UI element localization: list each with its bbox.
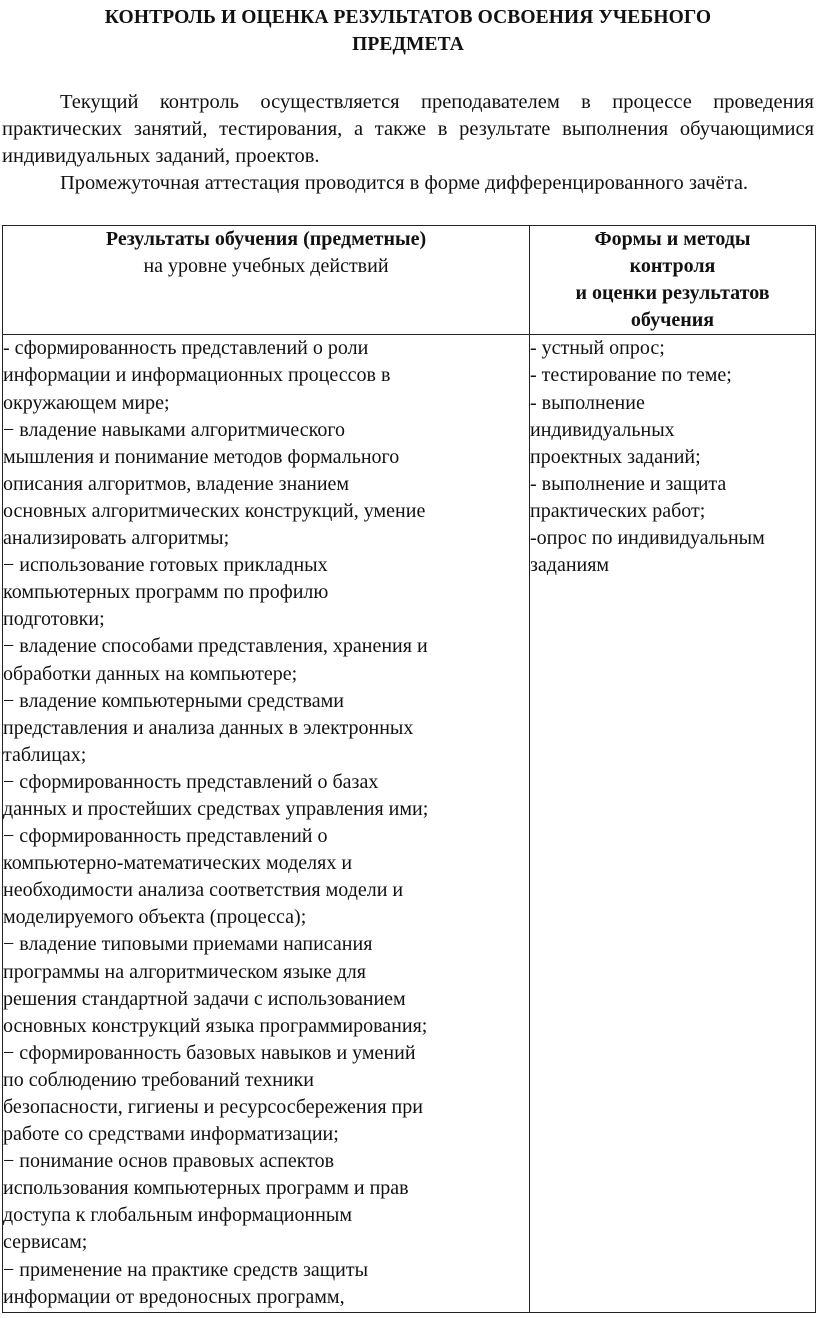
learning-result-line: − владение компьютерными средствами	[3, 689, 344, 712]
learning-result-line: − использование готовых прикладных	[3, 554, 328, 577]
control-method-line: индивидуальных	[530, 418, 675, 441]
learning-result-line: информации и информационных процессов в	[3, 364, 391, 387]
learning-result-line: − применение на практике средств защиты	[3, 1258, 369, 1281]
learning-result-line: работе со средствами информатизации;	[3, 1123, 339, 1146]
control-methods-cell	[530, 335, 816, 1313]
learning-result-line: − сформированность представлений о базах	[3, 770, 379, 793]
learning-result-line: по соблюдению требований техники	[3, 1068, 314, 1091]
control-method-line: - выполнение и защита	[530, 472, 727, 495]
learning-result-line: − понимание основ правовых аспектов	[3, 1150, 335, 1173]
header-control-methods-line: контроля	[629, 255, 716, 278]
header-learning-results-subtitle: на уровне учебных действий	[143, 255, 389, 278]
control-method-line: проектных заданий;	[530, 445, 701, 468]
learning-result-line: программы на алгоритмическом языке для	[3, 960, 366, 983]
learning-result-line: сервисам;	[3, 1231, 88, 1254]
learning-result-line: основных алгоритмических конструкций, умение	[3, 499, 426, 522]
header-control-methods-line: обучения	[630, 309, 715, 332]
learning-result-line: компьютерно-математических моделях и	[3, 852, 353, 875]
learning-result-line: доступа к глобальным информационным	[3, 1204, 352, 1227]
learning-result-line: таблицах;	[3, 743, 87, 766]
table-body-row	[3, 335, 816, 1313]
learning-result-line: − сформированность базовых навыков и умений	[3, 1041, 416, 1064]
control-method-line: -опрос по индивидуальным	[530, 527, 765, 550]
header-control-methods-line: Формы и методы	[594, 228, 751, 250]
document-title	[0, 4, 816, 58]
learning-result-line: - сформированность представлений о роли	[3, 337, 369, 360]
learning-result-line: окружающем мире;	[3, 391, 170, 414]
control-method-line: - устный опрос;	[530, 337, 665, 360]
learning-result-line: основных конструкций языка программирования;	[3, 1014, 428, 1037]
learning-results-list	[3, 335, 529, 1310]
learning-result-line: компьютерных программ по профилю	[3, 581, 329, 604]
learning-result-line: использования компьютерных программ и прав	[3, 1177, 409, 1200]
learning-result-line: подготовки;	[3, 608, 105, 631]
learning-result-line: − владение способами представления, хранения и	[3, 635, 428, 658]
learning-result-line: безопасности, гигиены и ресурсосбережения при	[3, 1096, 423, 1118]
learning-result-line: − владение навыками алгоритмического	[3, 418, 346, 441]
control-methods-list	[530, 335, 815, 579]
results-table	[2, 225, 816, 1313]
learning-result-line: − сформированность представлений о	[3, 825, 328, 848]
title-line-2: ПРЕДМЕТА	[352, 34, 464, 55]
header-control-methods-line: и оценки результатов	[575, 282, 770, 305]
learning-result-line: представления и анализа данных в электронных	[3, 716, 414, 739]
table-header-row	[3, 226, 816, 335]
control-method-line: - выполнение	[530, 391, 645, 414]
learning-result-line: анализировать алгоритмы;	[3, 527, 230, 550]
learning-results-cell	[3, 335, 530, 1313]
learning-result-line: мышления и понимание методов формального	[3, 445, 400, 468]
header-learning-results	[3, 226, 530, 335]
title-line-1: КОНТРОЛЬ И ОЦЕНКА РЕЗУЛЬТАТОВ ОСВОЕНИЯ УЧЕБНОГО	[104, 7, 712, 28]
header-learning-results-title: Результаты обучения (предметные)	[105, 228, 427, 250]
learning-result-line: обработки данных на компьютере;	[3, 662, 298, 685]
learning-result-line: необходимости анализа соответствия модели и	[3, 879, 404, 902]
header-control-methods	[530, 226, 816, 335]
paragraph-intermediate-attestation: Промежуточная аттестация проводится в форме дифференцированного зачёта.	[60, 172, 749, 194]
learning-result-line: описания алгоритмов, владение знанием	[3, 472, 350, 495]
learning-result-line: решения стандартной задачи с использованием	[3, 987, 406, 1010]
learning-result-line: − владение типовыми приемами написания	[3, 933, 373, 956]
learning-result-line: моделируемого объекта (процесса);	[3, 906, 307, 929]
control-method-line: - тестирование по теме;	[530, 364, 732, 387]
learning-result-line: данных и простейших средствах управления ими;	[3, 797, 429, 820]
paragraph-current-control: Текущий контроль осуществляется преподавателем в процессе проведения практических занятий, тестирования, а также в результате выполнения обучающимися индивидуальных заданий, проектов.	[2, 91, 814, 167]
control-method-line: практических работ;	[530, 499, 706, 522]
control-method-line: заданиям	[530, 554, 610, 577]
learning-result-line: информации от вредоносных программ,	[3, 1285, 345, 1308]
